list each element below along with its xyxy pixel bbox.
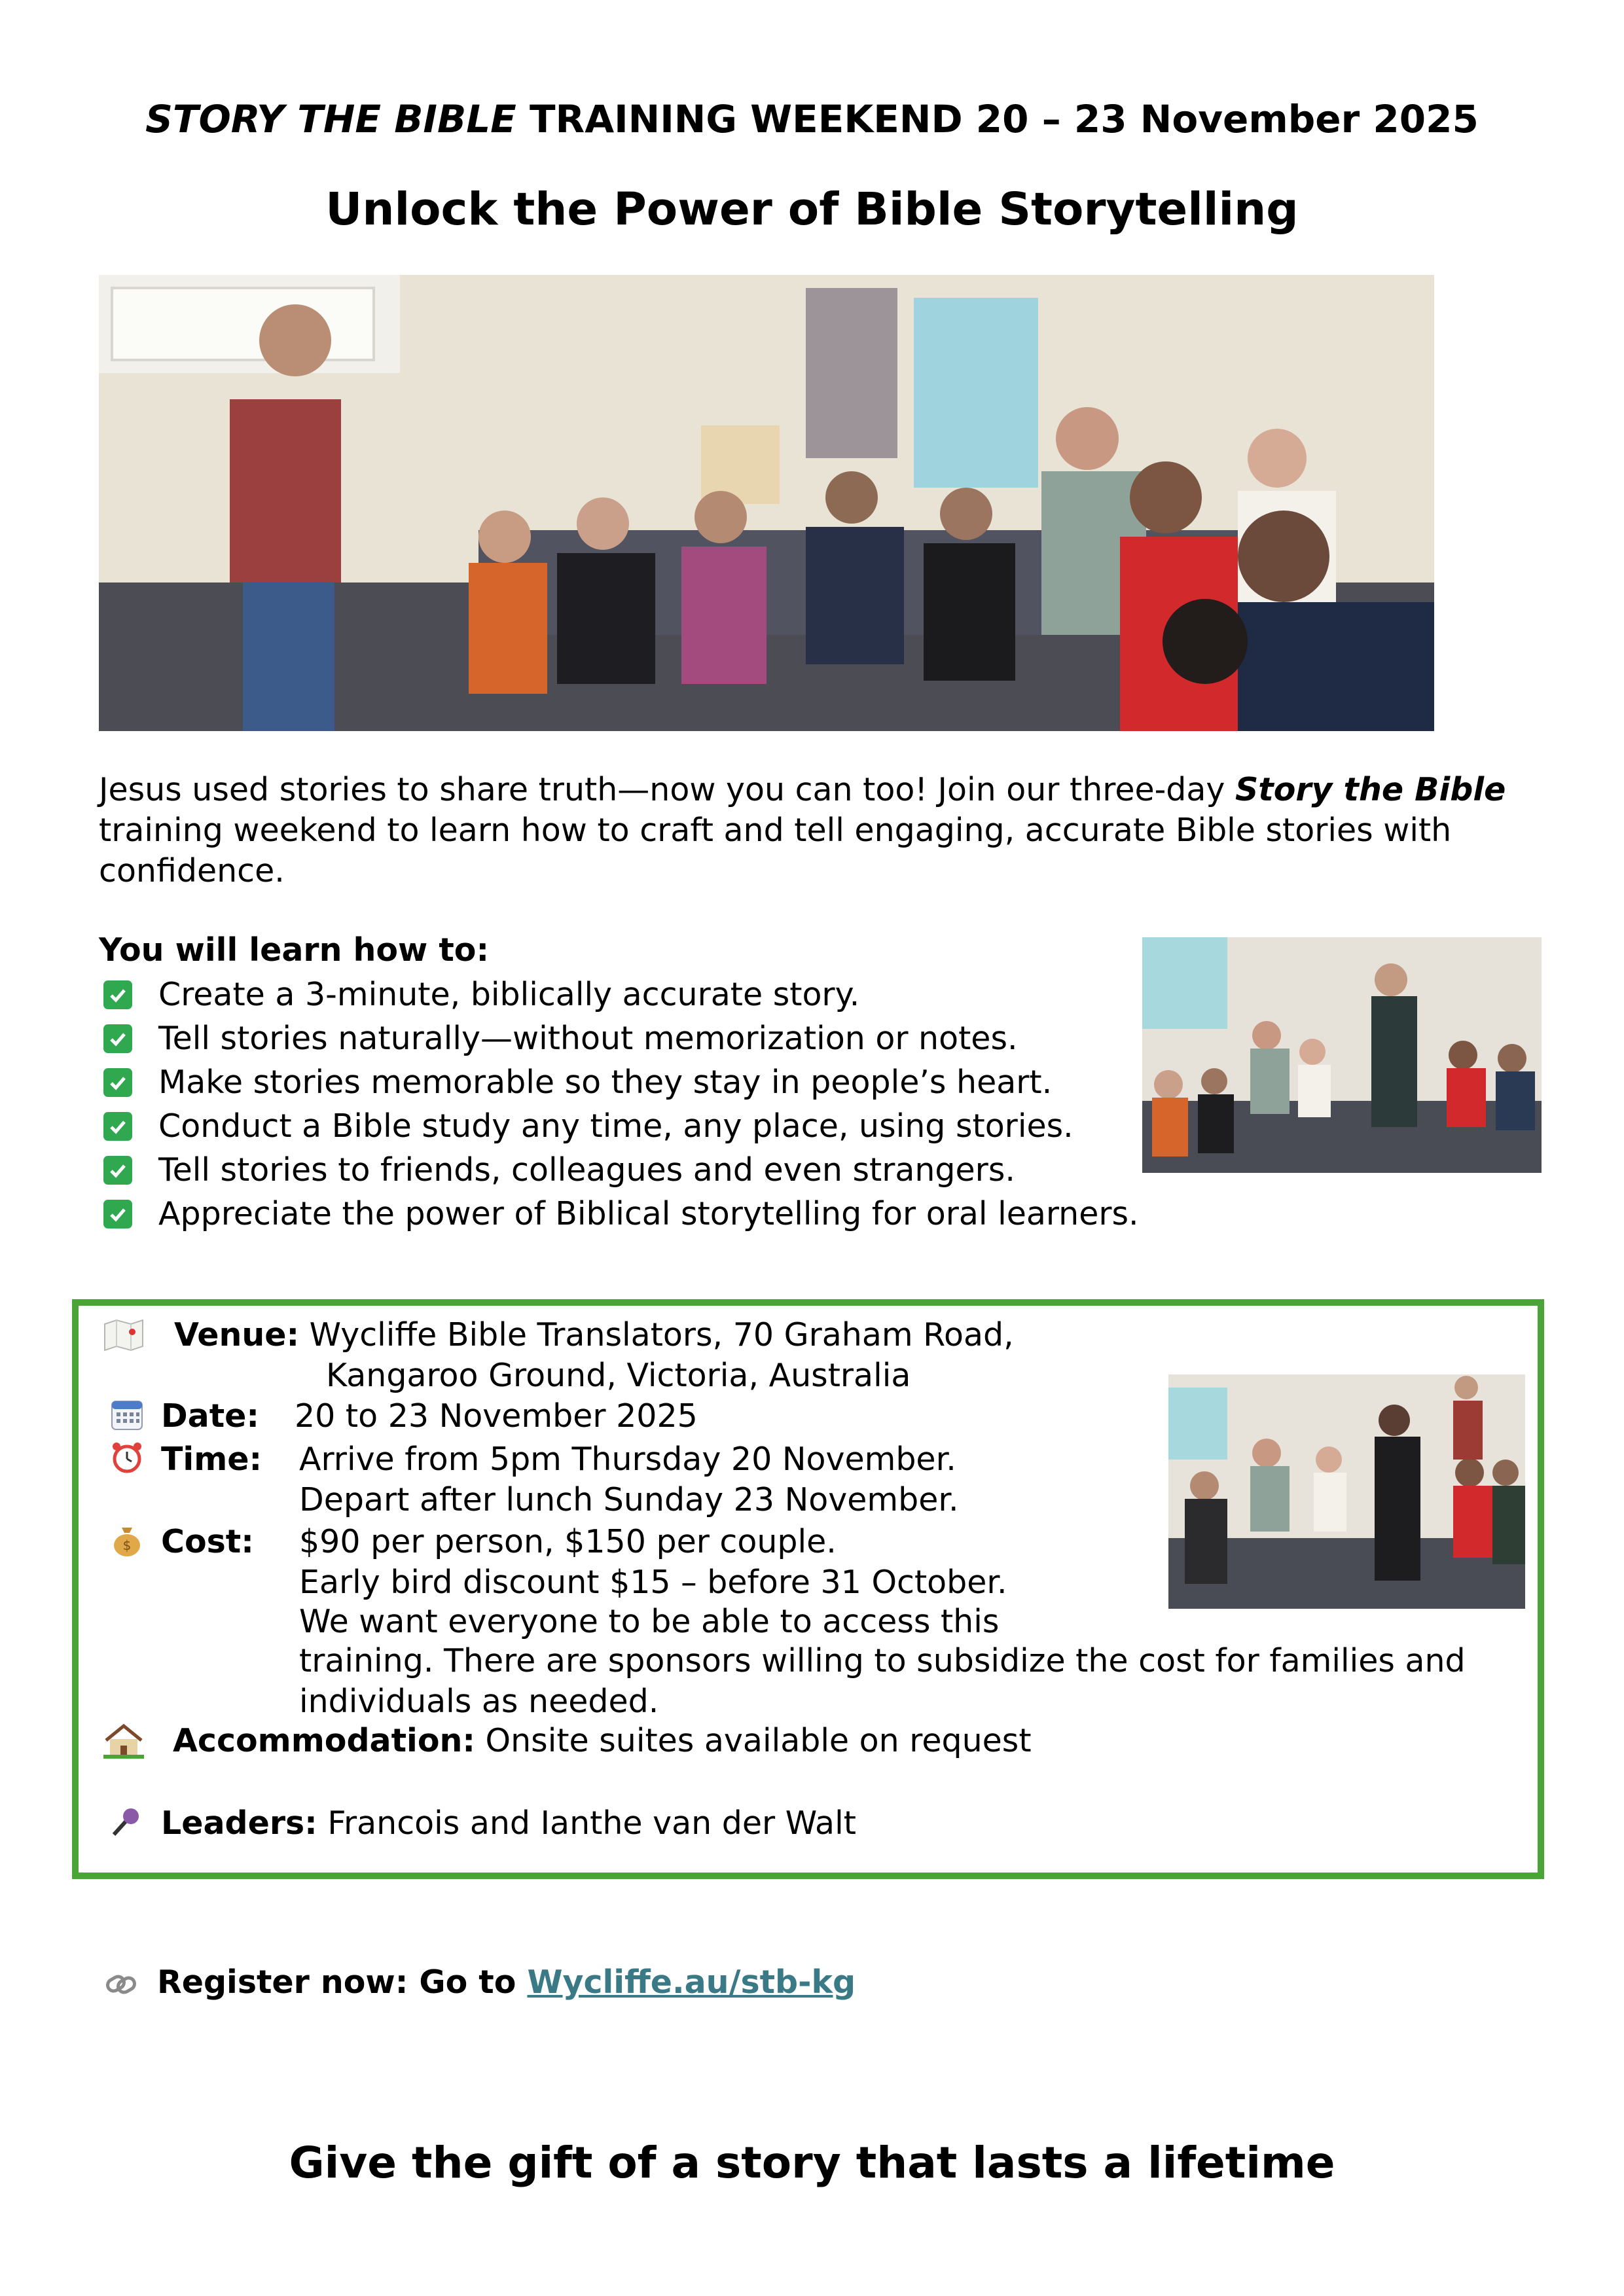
check-icon	[103, 1068, 132, 1097]
cost-line-5: individuals as needed.	[299, 1683, 659, 1720]
workshop-photo-2	[1142, 937, 1542, 1173]
date-label: Date:	[161, 1397, 259, 1435]
leaders-value: Francois and Ianthe van der Walt	[327, 1804, 856, 1842]
money-bag-icon	[110, 1524, 144, 1558]
date-value: 20 to 23 November 2025	[295, 1397, 698, 1435]
link-icon	[105, 1971, 137, 1998]
learn-item-text: Tell stories to friends, colleagues and even strangers.	[158, 1151, 1015, 1189]
title-rest: TRAINING WEEKEND 20 – 23 November 2025	[516, 97, 1479, 141]
event-details-box	[72, 1299, 1544, 1879]
register-link[interactable]: Wycliffe.au/stb-kg	[527, 1964, 856, 2001]
accommodation-label: Accommodation:	[173, 1722, 475, 1759]
list-item	[103, 1060, 1139, 1104]
cost-label: Cost:	[161, 1523, 254, 1560]
check-icon	[103, 1112, 132, 1141]
list-item	[103, 1016, 1139, 1060]
main-photo	[99, 275, 1434, 731]
learn-heading: You will learn how to:	[99, 931, 490, 969]
learn-item-text: Tell stories naturally—without memorization or notes.	[158, 1020, 1018, 1057]
footer-tagline: Give the gift of a story that lasts a lifetime	[289, 2138, 1335, 2188]
flyer-subtitle: Unlock the Power of Bible Storytelling	[325, 183, 1299, 236]
intro-text-2: training weekend to learn how to craft and tell engaging, accurate Bible stories with confidence.	[99, 812, 1452, 889]
venue-label: Venue:	[174, 1316, 300, 1354]
workshop-photo-3	[1168, 1374, 1525, 1609]
svg-text:$: $	[122, 1537, 132, 1553]
calendar-icon	[110, 1397, 144, 1431]
learn-list	[103, 973, 1139, 1236]
time-line-1: Arrive from 5pm Thursday 20 November.	[299, 1441, 956, 1478]
check-icon	[103, 980, 132, 1009]
accommodation-value: Onsite suites available on request	[485, 1722, 1032, 1759]
alarm-clock-icon	[110, 1441, 144, 1475]
cost-line-4: training. There are sponsors willing to subsidize the cost for families and	[299, 1642, 1466, 1679]
venue-line-2: Kangaroo Ground, Victoria, Australia	[326, 1357, 911, 1394]
learn-item-text: Conduct a Bible study any time, any place, using stories.	[158, 1107, 1074, 1145]
intro-paragraph	[99, 770, 1539, 891]
intro-text-1: Jesus used stories to share truth—now you can too! Join our three-day	[99, 771, 1236, 808]
list-item	[103, 973, 1139, 1016]
check-icon	[103, 1200, 132, 1229]
microphone-icon	[109, 1804, 143, 1839]
leaders-label: Leaders:	[161, 1804, 317, 1842]
list-item	[103, 1104, 1139, 1148]
house-icon	[103, 1722, 144, 1759]
list-item	[103, 1192, 1139, 1236]
venue-line-1: Wycliffe Bible Translators, 70 Graham Road,	[309, 1316, 1014, 1354]
check-icon	[103, 1156, 132, 1185]
learn-item-text: Make stories memorable so they stay in people’s heart.	[158, 1064, 1053, 1101]
time-label: Time:	[161, 1441, 262, 1478]
register-row	[105, 1964, 856, 2001]
learn-item-text: Appreciate the power of Biblical storytelling for oral learners.	[158, 1195, 1139, 1232]
map-icon	[103, 1318, 144, 1352]
check-icon	[103, 1024, 132, 1053]
time-line-2: Depart after lunch Sunday 23 November.	[299, 1481, 959, 1518]
accommodation-row	[173, 1721, 1032, 1761]
title-italic: STORY THE BIBLE	[145, 97, 516, 141]
venue-row	[174, 1315, 1014, 1355]
learn-item-text: Create a 3-minute, biblically accurate story.	[158, 976, 860, 1013]
register-label: Register now: Go to	[157, 1964, 528, 2001]
leaders-row	[161, 1803, 856, 1844]
cost-line-2: Early bird discount $15 – before 31 October.	[299, 1564, 1007, 1601]
cost-line-3: We want everyone to be able to access this	[299, 1603, 1000, 1640]
cost-line-1: $90 per person, $150 per couple.	[299, 1523, 837, 1560]
flyer-title	[0, 97, 1624, 141]
list-item	[103, 1148, 1139, 1192]
intro-emphasis: Story the Bible	[1235, 771, 1506, 808]
